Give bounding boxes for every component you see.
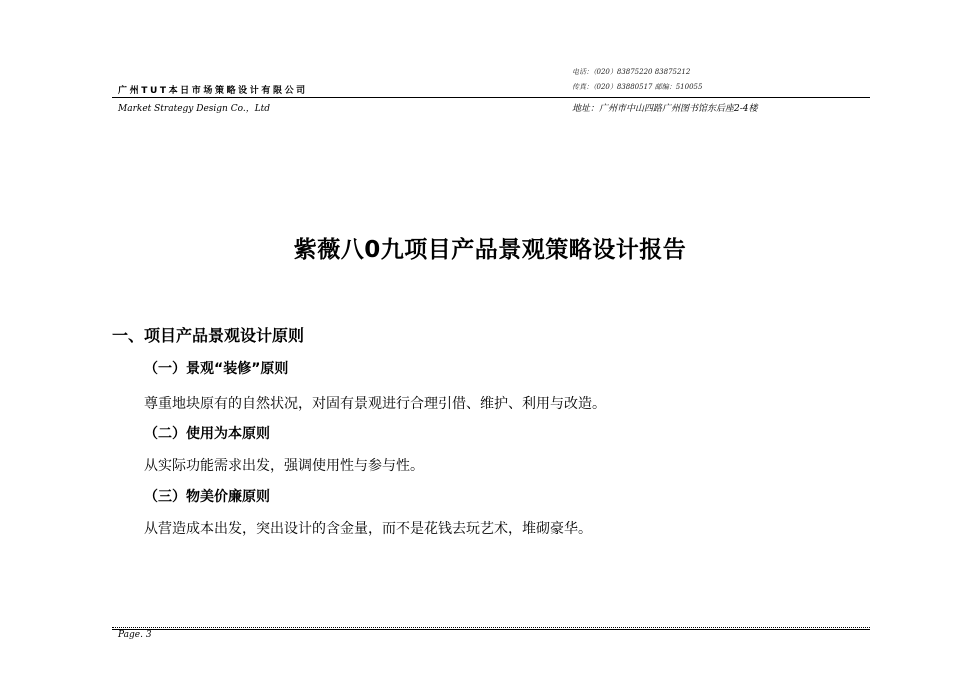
footer-dotted-divider bbox=[112, 627, 870, 628]
subsection-body-1: 尊重地块原有的自然状况，对固有景观进行合理引借、维护、利用与改造。 bbox=[144, 396, 606, 412]
header-phone: 电话：（020）83875220 83875212 bbox=[572, 68, 691, 76]
header-company-english: Market Strategy Design Co.，Ltd bbox=[118, 104, 271, 114]
subsection-heading-2: （二）使用为本原则 bbox=[144, 426, 270, 442]
header-company-name: 广州TUT本日市场策略设计有限公司 bbox=[118, 86, 308, 96]
header-fax: 传真：（020）83880517 邮编：510055 bbox=[572, 83, 703, 91]
section-heading: 一、项目产品景观设计原则 bbox=[112, 326, 305, 345]
subsection-body-2: 从实际功能需求出发，强调使用性与参与性。 bbox=[144, 458, 424, 474]
footer-divider bbox=[112, 629, 870, 630]
subsection-heading-1: （一）景观“装修”原则 bbox=[144, 361, 289, 377]
header-divider bbox=[112, 97, 870, 98]
header-address: 地址：广州市中山四路广州图书馆东后座2-4楼 bbox=[572, 104, 758, 114]
subsection-heading-3: （三）物美价廉原则 bbox=[144, 489, 270, 505]
subsection-body-3: 从营造成本出发，突出设计的含金量，而不是花钱去玩艺术，堆砌豪华。 bbox=[144, 521, 592, 537]
document-title: 紫薇八0九项目产品景观策略设计报告 bbox=[293, 237, 687, 263]
footer-page-number: Page. 3 bbox=[118, 630, 152, 640]
